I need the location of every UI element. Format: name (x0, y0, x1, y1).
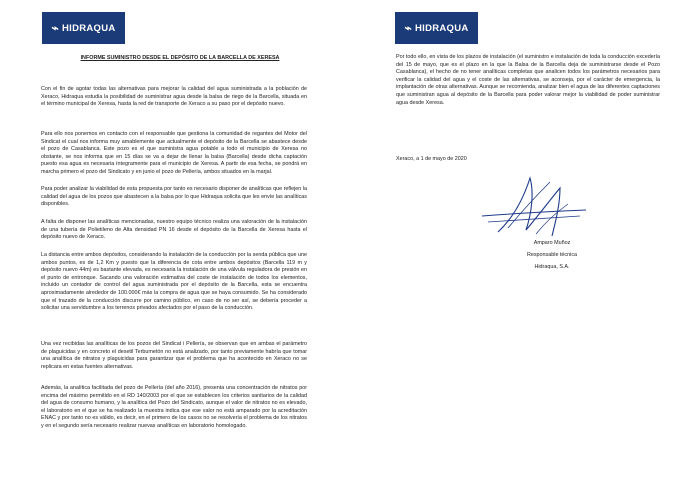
signer-company: Hidraqua, S.A. (534, 264, 570, 270)
document-title: INFORME SUMINISTRO DESDE EL DEPÓSITO DE LA BARCELLA DE XERESA (80, 55, 280, 61)
document-date: Xeraco, a 1 de mayo de 2020 (396, 156, 467, 162)
handwritten-signature (468, 170, 598, 245)
paragraph-pesticides: Una vez recibidas las analíticas de los pozos del Sindicat i Pellería, se observan que en ambas el parámetro de plaguicidas y en concreto el desetil Terbumetón no está analizado, por tanto previamente habría que tomar una analítica de nitratos y plaguicidas para garantizar que el problema que ha acontecido en Xeraco no se replicara en estas fuentes alternativas. (41, 341, 307, 370)
signature-block (502, 237, 602, 273)
signer-name: Amparo Muñoz (533, 240, 571, 246)
signer-role: Responsable técnica (526, 252, 578, 258)
document-page-right (348, 0, 696, 492)
hidraqua-mark-icon: ⌁ (404, 21, 412, 35)
paragraph-conclusion: Por todo ello, en vista de los plazos de instalación (el suministro e instalación de toda la conducción excedería del 15 de mayo, que es el plazo en la que la Balsa de la Barcella deja de suministrarse desde el Pozo Casablanca), el hecho de no tener analíticas completas que analicen todos los parámetros necesarios para verificar la calidad del agua y el coste de las alternativas, se aconseja, por el carácter de emergencia, la implantación de otras alternativas. Aunque se recomienda, analizar bien el agua de las diferentes captaciones que suministran agua al depósito de la Barcella para poder valorar mejor la viabilidad de poder suministrar agua desde Xeresa. (396, 54, 660, 106)
paragraph-intro: Con el fin de agotar todas las alternativas para mejorar la calidad del agua suministrada a la población de Xeraco, Hidraqua estudia la posibilidad de suministrar agua desde la balsa de riego de la Barcella, situada en el término municipal de Xeresa, hasta la red de transporte de Xeraco a su paso por el depósito nuevo. (41, 86, 307, 108)
logo-text: HIDRAQUA (61, 22, 116, 34)
hidraqua-logo (395, 12, 478, 44)
paragraph-valuation: A falta de disponer las analíticas mencionadas, nuestro equipo técnico realiza una valoración de la instalación de una tubería de Polietileno de Alta densidad PN 16 desde el depósito de la Barcella de Xeresa hasta el depósito nuevo de Xeraco. (41, 219, 307, 241)
hidraqua-logo (42, 12, 125, 44)
paragraph-distance: La distancia entre ambos depósitos, considerando la instalación de la conducción por la senda pública que une ambos puntos, es de 1,2 Km y puesto que la diferencia de cota entre ambos depósitos (Barcella 119 m y depósito nuevo 44m) es bastante elevada, es necesaria la instalación de una válvula reguladora de presión en el punto de entronque. Sacando una valoración estimativa del coste de instalación de todos los elementos, incluido un contador de control del agua suministrada por el depósito de la Barcella, esta se encuentra aproximadamente alrededor de 100.000€ más la compra de agua que se haya consumido. Se ha considerado que el trazado de la conducción discurre por camino público, en caso de no ser así, se debería proceder a solicitar una servidumbre a los terrenos privados afectados por el paso de la conducción. (41, 252, 307, 312)
paragraph-analysis: Para poder analizar la viabilidad de esta propuesta por tanto es necesario disponer de analíticas que reflejen la calidad del agua de los pozos que abastecen a la balsa por lo que Hidraqua solicita que les envíe las analíticas disponibles. (41, 186, 307, 208)
logo-text: HIDRAQUA (414, 22, 469, 34)
hidraqua-mark-icon: ⌁ (51, 21, 59, 35)
paragraph-contact: Para ello nos ponemos en contacto con el responsable que gestiona la comunidad de regantes del Motor del Sindicat el cual nos informa muy amablemente que actualmente el depósito de la Barcella se abastece desde el pozo de Casablanca. Este pozo es el que suministra agua potable a todo el municipio de Xeresa no obstante, se nos informa que en 15 días se va a dejar de llenar la balsa (Barcella) desde dicha captación puesto esa agua es necesaria íntegramente para el municipio de Xeresa. A partir de esa fecha, se pondrá en marcha primero el pozo del Sindicato y en junio el pozo de Pellería, ambos situados en la marjal. (41, 131, 307, 175)
paragraph-nitrates: Además, la analítica facilitada del pozo de Pellería (del año 2016), presenta una concentración de nitratos por encima del máximo permitido en el RD 140/2003 por el que se establecen los criterios sanitarios de la calidad del agua de consumo humano, y la analítica del Pozo del Sindicato, aunque el valor de nitratos no es elevado, el laboratorio en el que se ha realizado la muestra indica que ese valor no está amparado por la acreditación ENAC y por tanto no es válido, es decir, en el primero de los casos no se resolvería el problema de los nitratos y en el segundo sería necesario realizar nuevas analíticas en laboratorio homologado. (41, 385, 307, 429)
